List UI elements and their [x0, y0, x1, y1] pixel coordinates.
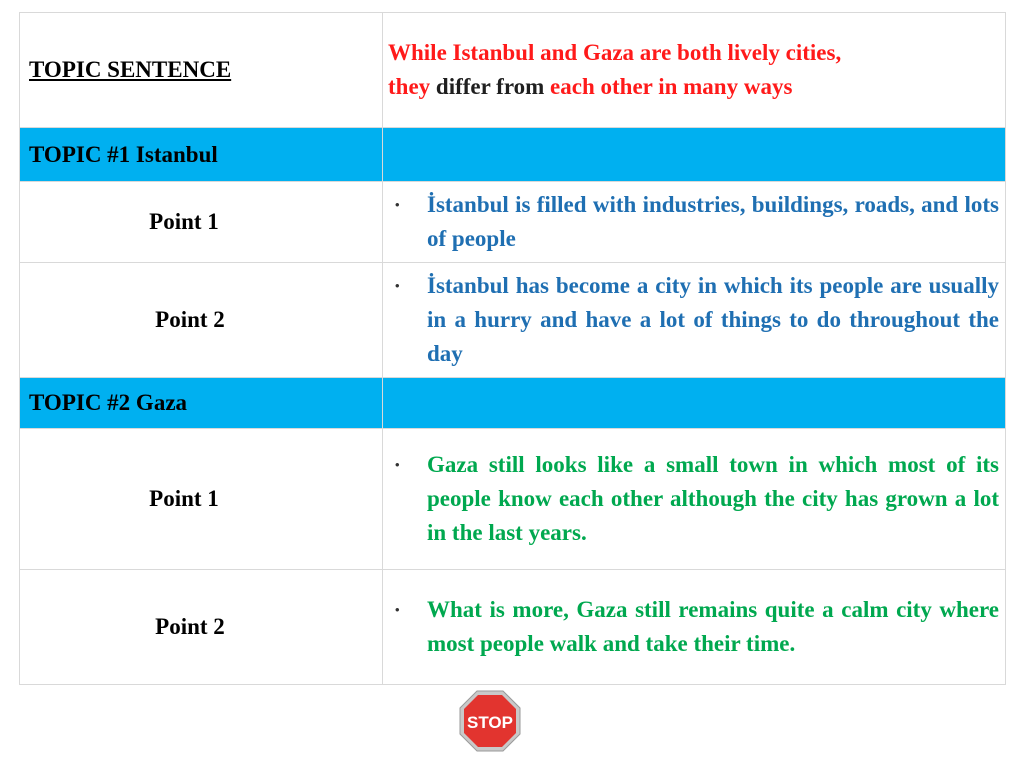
topic2-point1-cell	[383, 429, 1006, 570]
topic2-point2-text: • What is more, Gaza still remains quite a calm city where most people walk and take their time.	[427, 593, 999, 661]
topic2-point1-label: Point 1	[149, 486, 219, 511]
topic1-header-empty	[383, 128, 1006, 182]
topic1-point2-label-cell	[20, 263, 383, 378]
topic-sentence-part4: each other in many ways	[550, 74, 793, 99]
topic1-point2-row	[20, 263, 1006, 378]
topic1-point1-text: • İstanbul is filled with industries, buildings, roads, and lots of people	[427, 188, 999, 256]
topic2-point2-cell	[383, 570, 1006, 685]
stop-sign-icon	[459, 690, 521, 752]
topic2-point2-row	[20, 570, 1006, 685]
topic-sentence-part1: While Istanbul and Gaza are both lively cities,	[388, 40, 842, 65]
topic1-point1-label: Point 1	[149, 209, 219, 234]
topic2-point2-label-cell	[20, 570, 383, 685]
topic2-point1-row	[20, 429, 1006, 570]
topic-sentence-row	[20, 13, 1006, 128]
topic1-point1-cell	[383, 182, 1006, 263]
topic-sentence-text	[383, 36, 999, 104]
topic1-point2-label: Point 2	[155, 307, 225, 332]
topic2-header: TOPIC #2 Gaza	[20, 378, 383, 429]
topic1-header-row	[20, 128, 1006, 182]
topic1-point1-label-cell	[20, 182, 383, 263]
topic-sentence-label-cell	[20, 13, 383, 128]
topic-sentence-cell	[383, 13, 1006, 128]
topic1-header: TOPIC #1 Istanbul	[20, 128, 383, 182]
topic2-point1-label-cell	[20, 429, 383, 570]
topic1-point2-text: • İstanbul has become a city in which its people are usually in a hurry and have a lot of things to do throughout the day	[427, 269, 999, 371]
topic2-point2-label: Point 2	[155, 614, 225, 639]
topic2-header-row	[20, 378, 1006, 429]
topic2-point1-text: • Gaza still looks like a small town in which most of its people know each other although the city has grown a lot in the last years.	[427, 448, 999, 550]
outline-table	[19, 12, 1006, 685]
topic1-point2-cell	[383, 263, 1006, 378]
topic-sentence-part3: differ from	[430, 74, 551, 99]
stop-sign-text: STOP	[467, 713, 513, 732]
topic-sentence-part2: they	[388, 74, 431, 99]
topic-sentence-label: TOPIC SENTENCE	[29, 57, 232, 82]
topic1-point1-row	[20, 182, 1006, 263]
topic2-header-empty	[383, 378, 1006, 429]
